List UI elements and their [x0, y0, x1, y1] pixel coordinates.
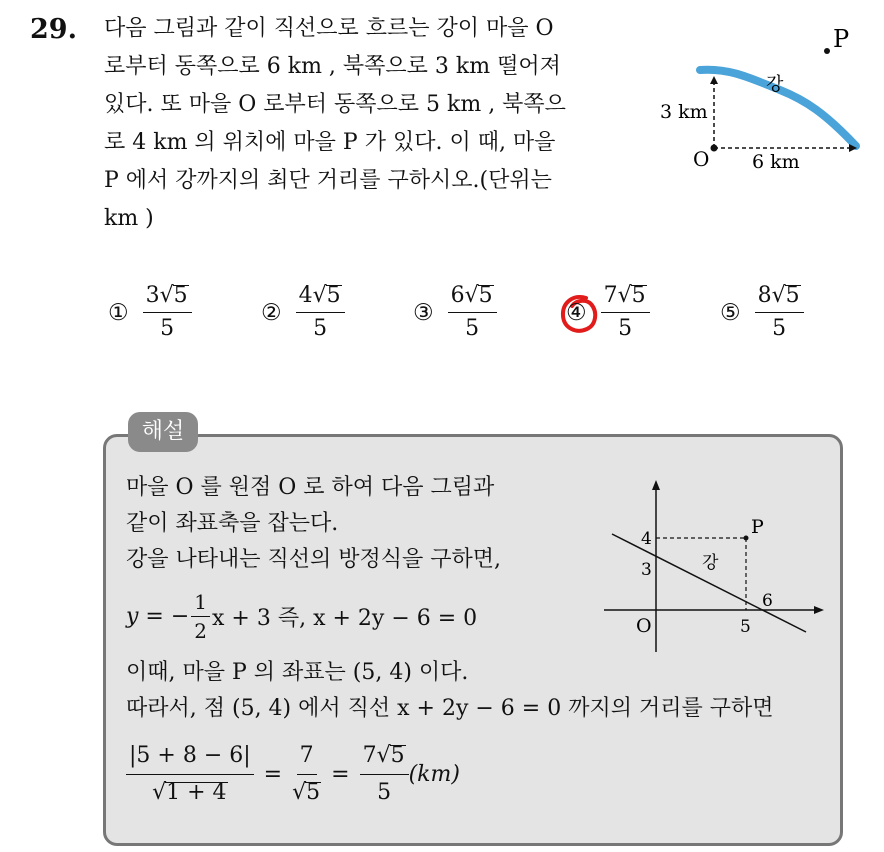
- dist-den-1-radicand: 1 + 4: [166, 780, 227, 805]
- frac-den: 5: [160, 316, 175, 341]
- dist-fraction-1: [126, 740, 254, 809]
- frac-radicand: 5: [631, 283, 646, 308]
- question-line: km ): [104, 206, 154, 231]
- question-number: 29.: [30, 14, 77, 45]
- dist-num-1: |5 + 8 − 6|: [126, 740, 254, 775]
- dist-den-1: √1 + 4: [152, 780, 227, 805]
- unit-label: (km): [408, 762, 460, 787]
- choice-fraction: $\frac{6√5}{5}$: [448, 282, 497, 343]
- choice-fraction: $\frac{4√5}{5}$: [296, 282, 345, 343]
- point-p-label: P: [751, 516, 764, 538]
- dist-den-2-radicand: 5: [306, 780, 321, 805]
- frac-den: 5: [618, 316, 633, 341]
- question-text: [104, 10, 644, 238]
- choice-mark: [566, 300, 587, 326]
- point-p-label: P: [833, 25, 850, 53]
- dist-den-3: 5: [377, 780, 392, 805]
- equals-sign: =: [263, 762, 283, 787]
- eq-right: x + 3 즉, x + 2y − 6 = 0: [212, 606, 478, 631]
- choice-mark: ①: [108, 299, 129, 326]
- frac-den: 5: [313, 316, 328, 341]
- solution-line: 이때, 마을 P 의 좌표는 (5, 4) 이다.: [126, 660, 469, 685]
- solution-text: [126, 470, 501, 578]
- dist-den-2: √5: [292, 780, 321, 805]
- y-tick-4: 4: [641, 529, 652, 549]
- choice-3[interactable]: [413, 282, 497, 343]
- dist-num-3-radicand: 5: [390, 743, 405, 768]
- river-figure: [640, 18, 870, 178]
- frac-coef: 6: [450, 283, 465, 308]
- dist-num-2: 7: [297, 740, 317, 775]
- frac-radicand: 5: [173, 283, 188, 308]
- point-p-dot: [824, 48, 830, 54]
- east-label: 6 km: [752, 151, 800, 173]
- frac-radicand: 5: [478, 283, 493, 308]
- line-equation: [126, 590, 477, 643]
- origin-dot: [711, 145, 718, 152]
- x-tick-5: 5: [740, 617, 751, 637]
- north-arrowhead: [710, 76, 718, 84]
- question-line: 로부터 동쪽으로 6 km , 북쪽으로 3 km 떨어져: [104, 54, 561, 79]
- solution-line: 따라서, 점 (5, 4) 에서 직선 x + 2y − 6 = 0 까지의 거리를 구하면: [126, 696, 774, 721]
- choice-fraction: $\frac{8√5}{5}$: [755, 282, 804, 343]
- choice-5[interactable]: [720, 282, 804, 343]
- frac-coef: 4: [298, 283, 313, 308]
- solution-line: 같이 좌표축을 잡는다.: [126, 511, 339, 536]
- frac-coef: 8: [757, 283, 772, 308]
- north-label: 3 km: [660, 101, 708, 123]
- dist-fraction-2: [292, 740, 321, 809]
- choice-fraction: $\frac{7√5}{5}$: [601, 282, 650, 343]
- solution-line: 마을 O 를 원점 O 로 하여 다음 그림과: [126, 475, 495, 500]
- frac-coef: 7: [603, 283, 618, 308]
- choice-mark: ②: [261, 299, 282, 326]
- y-tick-3: 3: [641, 560, 652, 580]
- choice-1[interactable]: [108, 282, 192, 343]
- answer-choices: [108, 282, 848, 352]
- dist-num-3-coef: 7: [362, 743, 377, 768]
- river-label: 강: [766, 74, 784, 95]
- frac-den: 5: [465, 316, 480, 341]
- eq-fraction: [191, 590, 210, 643]
- coordinate-figure: [596, 476, 830, 656]
- eq-den: 2: [194, 619, 208, 643]
- question-line: P 에서 강까지의 최단 거리를 구하시오.(단위는: [104, 168, 552, 193]
- frac-den: 5: [772, 316, 787, 341]
- y-axis-arrowhead: [652, 480, 660, 490]
- question-line: 있다. 또 마을 O 로부터 동쪽으로 5 km , 북쪽으: [104, 92, 566, 117]
- origin-label: O: [693, 147, 710, 171]
- origin-label: O: [636, 615, 652, 637]
- eq-num: 1: [191, 590, 210, 617]
- x-axis-arrowhead: [814, 606, 824, 614]
- choice-mark: ⑤: [720, 299, 741, 326]
- solution-lines-2: [126, 655, 773, 727]
- question-line: 로 4 km 의 위치에 마을 P 가 있다. 이 때, 마을: [104, 130, 556, 155]
- question-line: 다음 그림과 같이 직선으로 흐르는 강이 마을 O: [104, 16, 554, 41]
- solution-line: 강을 나타내는 직선의 방정식을 구하면,: [126, 547, 501, 572]
- eq-left: y = −: [126, 604, 190, 629]
- point-p-dot: [744, 536, 749, 541]
- choice-2[interactable]: [261, 282, 345, 343]
- frac-radicand: 5: [326, 283, 341, 308]
- choice-mark: ③: [413, 299, 434, 326]
- choice-mark-text: ④: [566, 299, 587, 326]
- frac-radicand: 5: [785, 283, 800, 308]
- river-label: 강: [702, 553, 719, 573]
- choice-fraction: $\frac{3√5}{5}$: [143, 282, 192, 343]
- distance-equation: [126, 740, 460, 809]
- frac-coef: 3: [145, 283, 160, 308]
- dist-fraction-3: $\frac{7√5}{5}$: [360, 740, 409, 809]
- choice-4[interactable]: [566, 282, 650, 343]
- x-tick-6: 6: [762, 591, 773, 611]
- equals-sign: =: [331, 762, 350, 787]
- solution-tab: 해설: [128, 412, 198, 452]
